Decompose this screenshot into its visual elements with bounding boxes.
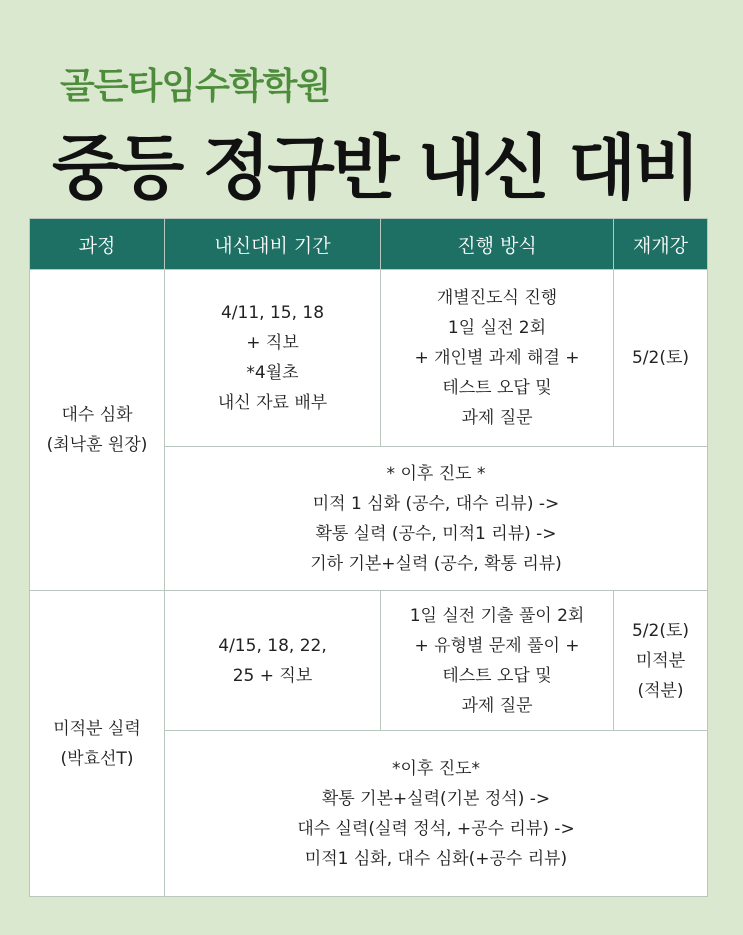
after-progress-line: 미적1 심화, 대수 심화(+공수 리뷰) bbox=[304, 848, 568, 869]
period-cell bbox=[165, 270, 381, 447]
restart-cell bbox=[614, 591, 708, 731]
course-name-cell bbox=[30, 270, 165, 591]
method-cell bbox=[381, 591, 614, 731]
method-line: 테스트 오답 및 bbox=[442, 665, 552, 686]
after-progress-line: 확통 실력 (공수, 미적1 리뷰) -> bbox=[315, 523, 557, 544]
course-instructor: (최낙훈 원장) bbox=[46, 435, 148, 455]
period-line: *4월초 bbox=[246, 363, 299, 383]
after-progress-cell bbox=[165, 731, 708, 897]
method-cell bbox=[381, 270, 614, 447]
course-instructor: (박효선T) bbox=[60, 748, 134, 769]
table-row bbox=[30, 270, 708, 447]
header-method: 진행 방식 bbox=[381, 219, 614, 270]
method-line: 과제 질문 bbox=[461, 695, 533, 716]
after-progress-line: 확통 기본+실력(기본 정석) -> bbox=[321, 788, 551, 809]
method-line: 1일 실전 기출 풀이 2회 bbox=[409, 605, 585, 626]
period-cell bbox=[165, 591, 381, 731]
method-line: + 유형별 문제 풀이 + bbox=[414, 635, 580, 656]
period-line: 4/11, 15, 18 bbox=[220, 303, 325, 323]
after-progress-line: 미적 1 심화 (공수, 대수 리뷰) -> bbox=[312, 493, 560, 514]
after-progress-line: 기하 기본+실력 (공수, 확통 리뷰) bbox=[310, 553, 562, 574]
course-name: 대수 심화 bbox=[61, 405, 133, 425]
schedule-table bbox=[29, 218, 708, 897]
after-progress-cell bbox=[165, 447, 708, 591]
restart-line: 5/2(토) bbox=[631, 620, 690, 641]
period-line: 내신 자료 배부 bbox=[217, 393, 328, 413]
restart-line: 5/2(토) bbox=[631, 348, 690, 368]
restart-cell bbox=[614, 270, 708, 447]
academy-name: 골든타임수학학원 bbox=[60, 66, 331, 107]
table-header-row bbox=[30, 219, 708, 270]
page-title: 중등 정규반 내신 대비 bbox=[52, 127, 698, 209]
header-course: 과정 bbox=[30, 219, 165, 270]
course-name-cell bbox=[30, 591, 165, 897]
course-name: 미적분 실력 bbox=[53, 718, 141, 739]
after-progress-line: 대수 실력(실력 정석, +공수 리뷰) -> bbox=[297, 818, 575, 839]
header-restart: 재개강 bbox=[614, 219, 708, 270]
table-row bbox=[30, 591, 708, 731]
after-progress-line: *이후 진도* bbox=[391, 758, 481, 779]
method-line: 과제 질문 bbox=[461, 408, 533, 428]
method-line: + 개인별 과제 해결 + bbox=[414, 348, 580, 368]
method-line: 1일 실전 2회 bbox=[447, 318, 547, 338]
restart-line: (적분) bbox=[637, 680, 684, 701]
period-line: 25 + 직보 bbox=[232, 665, 313, 686]
method-line: 개별진도식 진행 bbox=[436, 288, 558, 308]
restart-line: 미적분 bbox=[635, 650, 686, 671]
after-progress-line: * 이후 진도 * bbox=[386, 463, 486, 484]
period-line: 4/15, 18, 22, bbox=[218, 635, 327, 656]
period-line: + 직보 bbox=[246, 333, 299, 353]
method-line: 테스트 오답 및 bbox=[442, 378, 552, 398]
header-period: 내신대비 기간 bbox=[165, 219, 381, 270]
